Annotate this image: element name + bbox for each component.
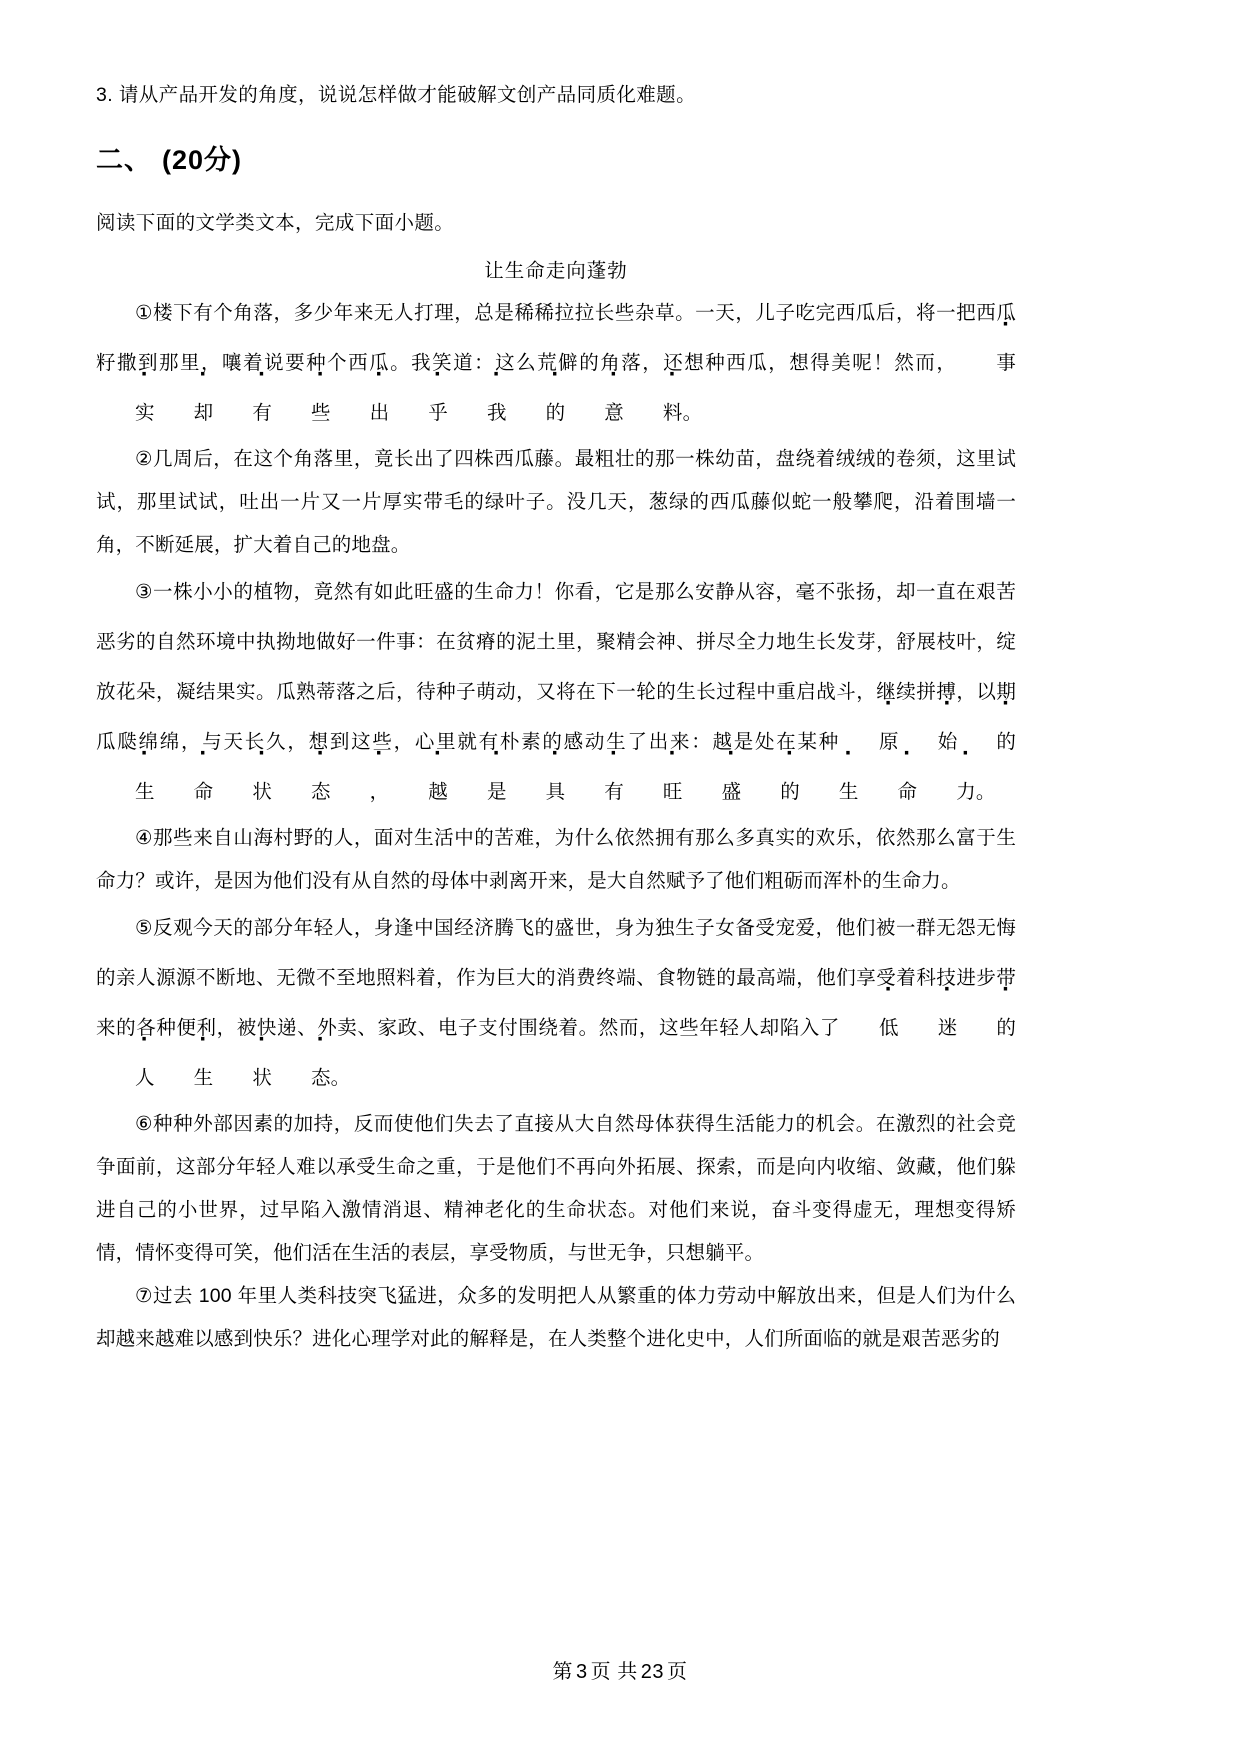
article-paragraph-⑥ xyxy=(96,1103,1016,1275)
article-title: 让生命走向蓬勃 xyxy=(484,260,628,282)
reading-instruction: 阅读下面的文学类文本，完成下面小题。 xyxy=(96,212,455,234)
footer-mid: 共 xyxy=(617,1661,638,1683)
emphasis-dotted-text: 原 始 的生 命 状 态 · ， 越 是 具 有 旺 盛 的 生 命 力 xyxy=(96,731,1016,803)
question-3: 3. 请从产品开发的角度，说说怎样做才能破解文创产品同质化难题。 xyxy=(96,84,696,106)
paragraph-text: ②几周后，在这个角落里，竟长出了四株西瓜藤。最粗壮的那一株幼苗，盘绕着绒绒的卷须，这里试试，那里试试，吐出一片又一片厚实带毛的绿叶子。没几天，葱绿的西瓜藤似蛇一般攀爬，沿着围墙一角，不断延展，扩大着自己的地盘。 xyxy=(96,448,1016,556)
article-paragraph-⑦ xyxy=(96,1275,1016,1361)
footer-page-number: 3 xyxy=(576,1661,588,1683)
article-paragraph-① xyxy=(96,288,1016,438)
paragraph-text: ⑦过去 100 年里人类科技突飞猛进，众多的发明把人从繁重的体力劳动中解放出来，但是人们为什么却越来越难以感到快乐？进化心理学对此的解释是，在人类整个进化史中，人们所面临的就是艰苦恶劣的 xyxy=(96,1285,1016,1350)
paragraph-text: ⑥种种外部因素的加持，反而使他们失去了直接从大自然母体获得生活能力的机会。在激烈的社会竞争面前，这部分年轻人难以承受生命之重，于是他们不再向外拓展、探索，而是向内收缩、敛藏，他们躲进自己的小世界，过早陷入激情消退、精神老化的生命状态。对他们来说，奋斗变得虚无，理想变得矫情，情怀变得可笑，他们活在生活的表层，享受物质，与世无争，只想躺平。 xyxy=(96,1113,1016,1264)
paragraph-text: 。 xyxy=(682,402,703,424)
paragraph-text: ⑤反观今天的部分年轻人，身逢中国经济腾飞的盛世，身为独生子女备受宠爱，他们被一群无怨无悔的亲人源源不断地、无微不至地照料着，作为巨大的消费终端、食物链的最高端，他们享受着科技进步带来的各种便利，被快递、外卖、家政、电子支付围绕着。然而，这些年轻人却陷入了 xyxy=(96,917,1016,1039)
emphasis-dotted-text: 事实 却 有 些 出 乎 我 的 意 料 xyxy=(135,352,1016,424)
section-score: (20分) xyxy=(162,145,243,175)
emphasis-dotted-text: 低 迷 的人 生 状 态 xyxy=(135,1017,1016,1089)
section-number: 二、 xyxy=(96,145,152,175)
article-paragraph-⑤ xyxy=(96,903,1016,1103)
footer-page-label: 页 xyxy=(590,1661,612,1683)
footer-total-pages: 23 xyxy=(640,1661,664,1683)
paragraph-text: 。 xyxy=(975,781,996,803)
paragraph-text: 。 xyxy=(330,1067,351,1089)
paragraph-text: ③一株小小的植物，竟然有如此旺盛的生命力！你看，它是那么安静从容，毫不张扬，却一直在艰苦恶劣的自然环境中执拗地做好一件事：在贫瘠的泥土里，聚精会神、拼尽全力地生长发芽，舒展枝叶，绽放花朵，凝结果实。瓜熟蒂落之后，待种子萌动，又将在下一轮的生长过程中重启战斗，继续拼搏，以期瓜瓞绵绵，与天长久，想到这些，心里就有朴素的感动生了出来：越是处在某种 xyxy=(96,581,1016,753)
footer-prefix: 第 xyxy=(552,1661,574,1683)
page-footer xyxy=(0,1655,1240,1684)
article-body xyxy=(96,288,1016,1361)
paragraph-text: ④那些来自山海村野的人，面对生活中的苦难，为什么依然拥有那么多真实的欢乐，依然那么富于生命力？或许，是因为他们没有从自然的母体中剥离开来，是大自然赋予了他们粗砺而浑朴的生命力。 xyxy=(96,827,1016,892)
footer-total-label: 页 xyxy=(666,1661,688,1683)
paragraph-text: ①楼下有个角落，多少年来无人打理，总是稀稀拉拉长些杂草。一天，儿子吃完西瓜后，将一把西瓜籽撒到那里，嚷着说要种个西瓜。我笑道：这么荒僻的角落，还想种西瓜，想得美呢！然而， xyxy=(96,302,1016,374)
section-heading-two xyxy=(96,140,1016,180)
article-paragraph-④ xyxy=(96,817,1016,903)
page-content xyxy=(96,78,1016,1361)
article-paragraph-② xyxy=(96,438,1016,567)
article-paragraph-③ xyxy=(96,567,1016,817)
